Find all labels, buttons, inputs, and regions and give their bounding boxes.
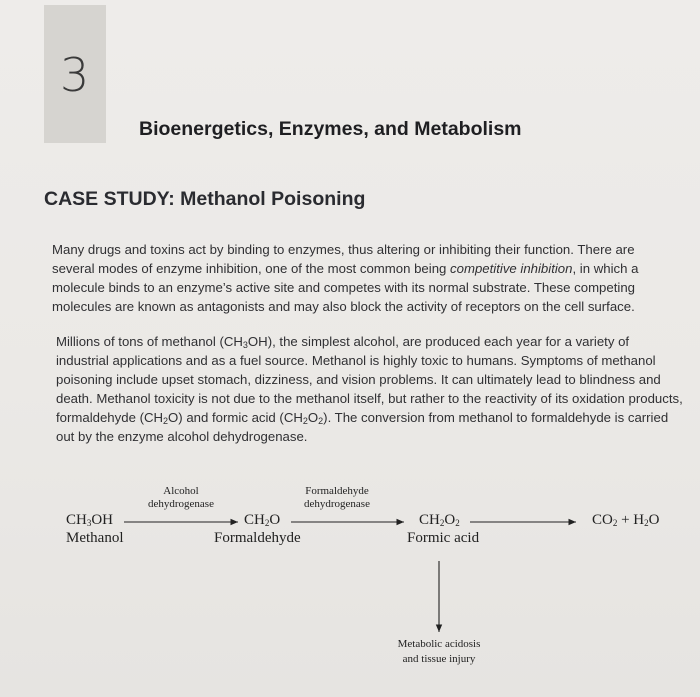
paragraph1-text-b: , in which a molecule binds to an enzyme’s active site and competes with its normal substrate. These competing molecules are known as antagonists and may also block the activity of receptors on the cell surface. xyxy=(52,260,639,314)
paragraph2-sub1: 3 xyxy=(242,340,248,350)
formaldehyde-label: Formaldehyde xyxy=(214,530,301,546)
paragraph2-text-e: ). The conversion from methanol to formaldehyde is carried out by the enzyme alcohol dehydrogenase. xyxy=(56,409,669,444)
formic-acid-formula: $CH_2O_2$ xyxy=(419,512,460,528)
methanol-label: Methanol xyxy=(66,530,124,546)
enzyme-formaldehyde-dehydrogenase: Formaldehyde dehydrogenase xyxy=(304,485,370,510)
paragraph1-emphasis: competitive inhibition xyxy=(450,260,573,276)
paragraph2-text-d: O xyxy=(307,409,319,425)
paragraph2-text-a: Millions of tons of methanol (CH xyxy=(56,334,243,349)
paragraph2-sub4: 2 xyxy=(318,415,324,426)
paragraph2-text-b: OH), the simplest alcohol, are produced each year for a variety of industrial applications and as a fuel source. Methanol is highly toxic to humans. Symptoms of methanol poisoning include upset stomach, dizziness, and vision problems. It can ultimately lead to blindness and death. Methanol toxicity is not due to the methanol itself, but rather to the reactivity of its oxidation products, formaldehyde (CH xyxy=(56,334,683,425)
enzyme-alcohol-dehydrogenase: Alcohol dehydrogenase xyxy=(148,485,214,510)
paragraph2-sub3: 2 xyxy=(302,415,308,426)
chapter-number: 3 xyxy=(60,48,90,102)
formic-acid-label: Formic acid xyxy=(407,530,480,546)
formaldehyde-formula: $CH_2O$ xyxy=(244,512,281,528)
case-study-title: CASE STUDY: Methanol Poisoning xyxy=(44,188,366,210)
paragraph2-sub2: 2 xyxy=(163,415,169,426)
paragraph1-text-a: Many drugs and toxins act by binding to enzymes, thus altering or inhibiting their function. There are several modes of enzyme inhibition, one of the most common being xyxy=(52,242,635,276)
paragraph2-text-c: O) and formic acid (CH xyxy=(168,409,303,425)
co2-water-products: $CO_2 + H_2O$ xyxy=(592,512,660,528)
chapter-title: Bioenergetics, Enzymes, and Metabolism xyxy=(139,118,522,140)
metabolic-acidosis-label: Metabolic acidosis and tissue injury xyxy=(397,638,481,665)
methanol-formula: $CH_3OH$ xyxy=(66,512,114,528)
